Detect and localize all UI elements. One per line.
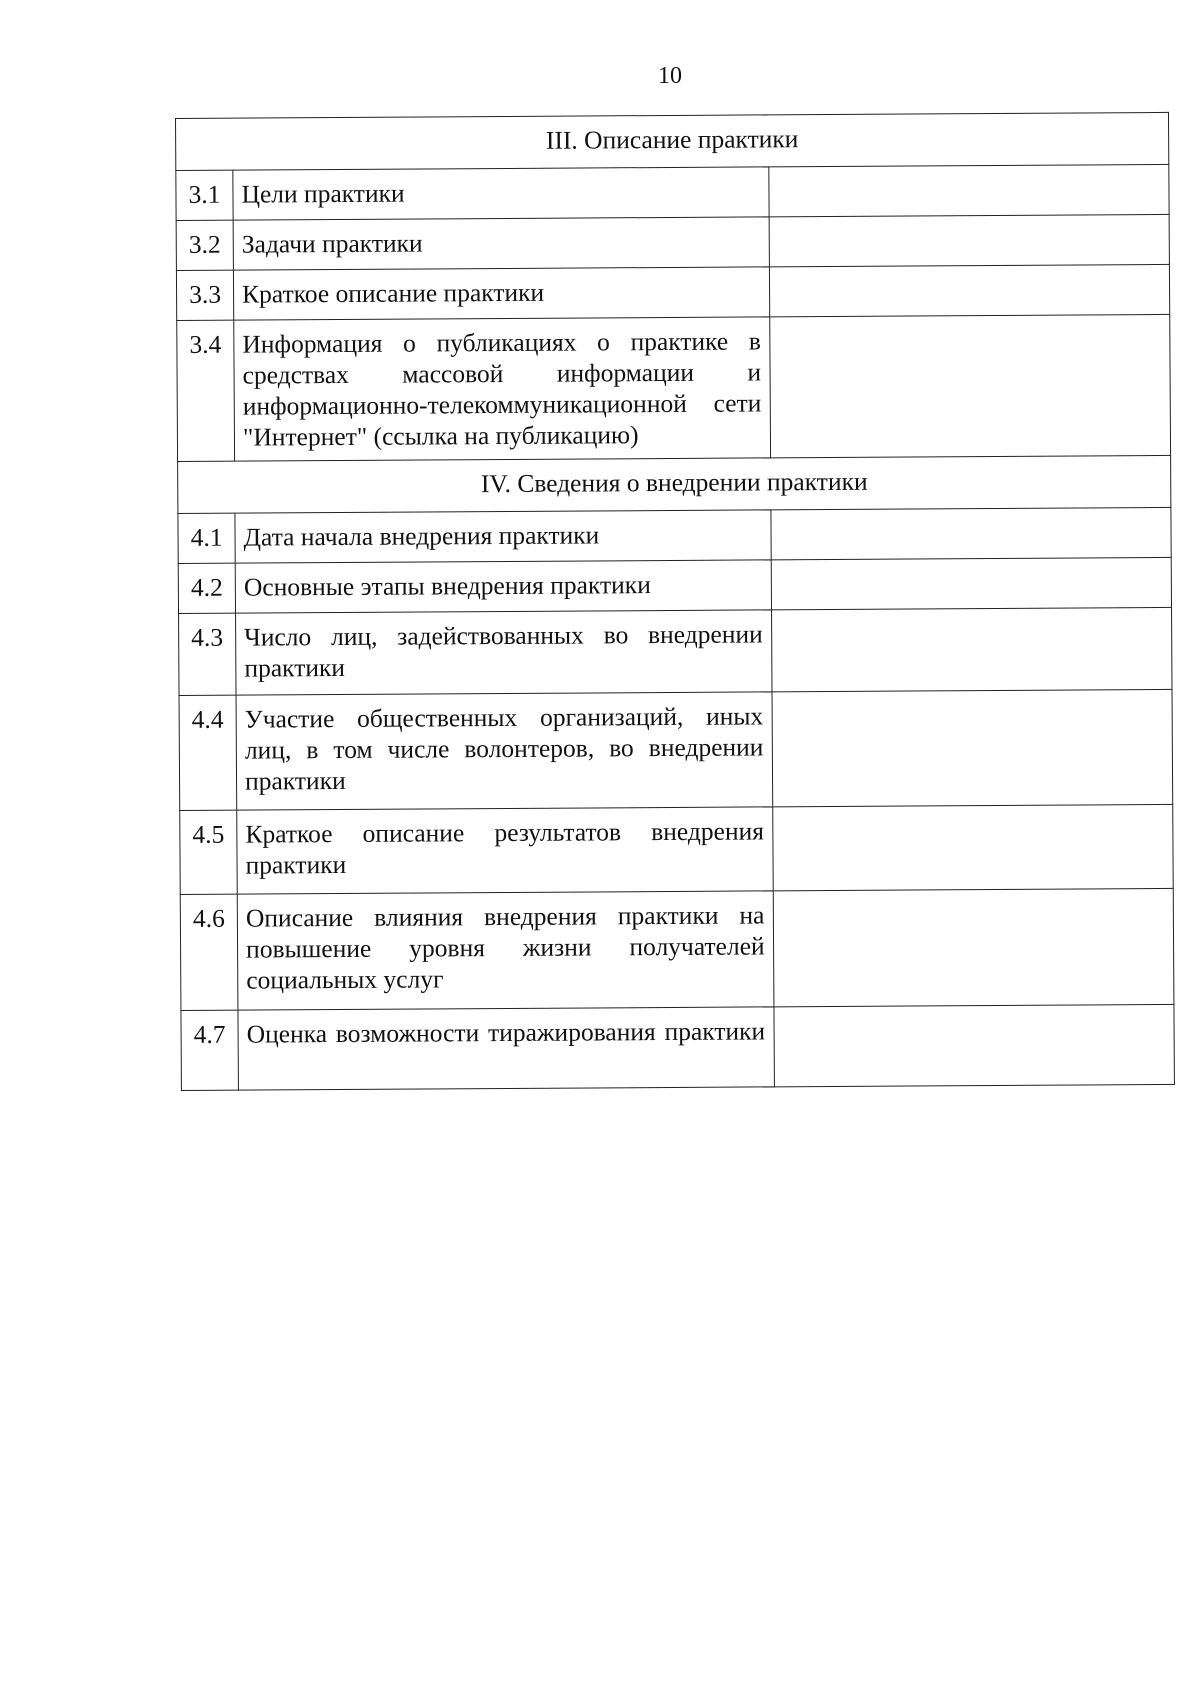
- table-row: [179, 689, 1173, 810]
- row-number: 4.6: [180, 894, 238, 1010]
- table-row: [176, 164, 1169, 220]
- row-number: 3.2: [176, 220, 233, 270]
- row-label: Число лиц, задействованных во внедрении практики: [236, 610, 772, 695]
- row-number: 4.1: [178, 513, 235, 563]
- row-label: Дата начала внедрения практики: [235, 510, 771, 563]
- row-number: 3.3: [176, 270, 233, 320]
- page-number: 10: [658, 63, 682, 89]
- row-label: Задачи практики: [233, 217, 769, 270]
- row-number: 3.1: [176, 170, 233, 220]
- table-row: [176, 264, 1169, 320]
- table-row: [179, 607, 1172, 695]
- table-row: [178, 557, 1171, 613]
- table-row: [181, 1004, 1174, 1090]
- row-label: Информация о публикациях о практике в средствах массовой информации и информационно-телекоммуникационной сети "Интернет" (ссылка на публикацию): [234, 317, 770, 461]
- row-label: Оценка возможности тиражирования практики: [238, 1007, 774, 1090]
- table-row: [180, 804, 1173, 894]
- row-value-cell[interactable]: [770, 507, 1171, 559]
- table-row: [178, 507, 1171, 563]
- section-title: III. Описание практики: [176, 112, 1169, 170]
- row-value-cell[interactable]: [771, 557, 1172, 609]
- row-label: Краткое описание практики: [233, 267, 769, 320]
- section-title: IV. Сведения о внедрении практики: [178, 455, 1171, 513]
- row-label: Цели практики: [233, 167, 769, 220]
- row-number: 3.4: [177, 320, 235, 461]
- row-number: 4.5: [180, 810, 238, 894]
- row-value-cell[interactable]: [769, 264, 1170, 316]
- row-value-cell[interactable]: [772, 689, 1173, 806]
- row-label: Описание влияния внедрения практики на повышение уровня жизни получателей социальных услуг: [237, 891, 773, 1010]
- practice-form-table: [175, 112, 1175, 1091]
- row-value-cell[interactable]: [772, 804, 1173, 890]
- row-number: 4.2: [178, 563, 235, 613]
- table-row: [180, 888, 1174, 1010]
- row-value-cell[interactable]: [768, 164, 1169, 216]
- table-row: [176, 214, 1169, 270]
- section-header-row: [176, 112, 1169, 170]
- row-value-cell[interactable]: [769, 314, 1170, 457]
- row-label: Основные этапы внедрения практики: [235, 560, 771, 613]
- section-header-row: [178, 455, 1171, 513]
- row-value-cell[interactable]: [771, 607, 1172, 691]
- row-label: Краткое описание результатов внедрения практики: [237, 807, 773, 894]
- row-value-cell[interactable]: [774, 1004, 1175, 1086]
- table-row: [177, 314, 1171, 461]
- row-value-cell[interactable]: [773, 888, 1174, 1006]
- row-label: Участие общественных организаций, иных лиц, в том числе волонтеров, во внедрении практики: [236, 692, 772, 810]
- row-number: 4.3: [179, 613, 237, 695]
- row-number: 4.7: [181, 1010, 239, 1090]
- row-value-cell[interactable]: [769, 214, 1170, 266]
- row-number: 4.4: [179, 695, 237, 810]
